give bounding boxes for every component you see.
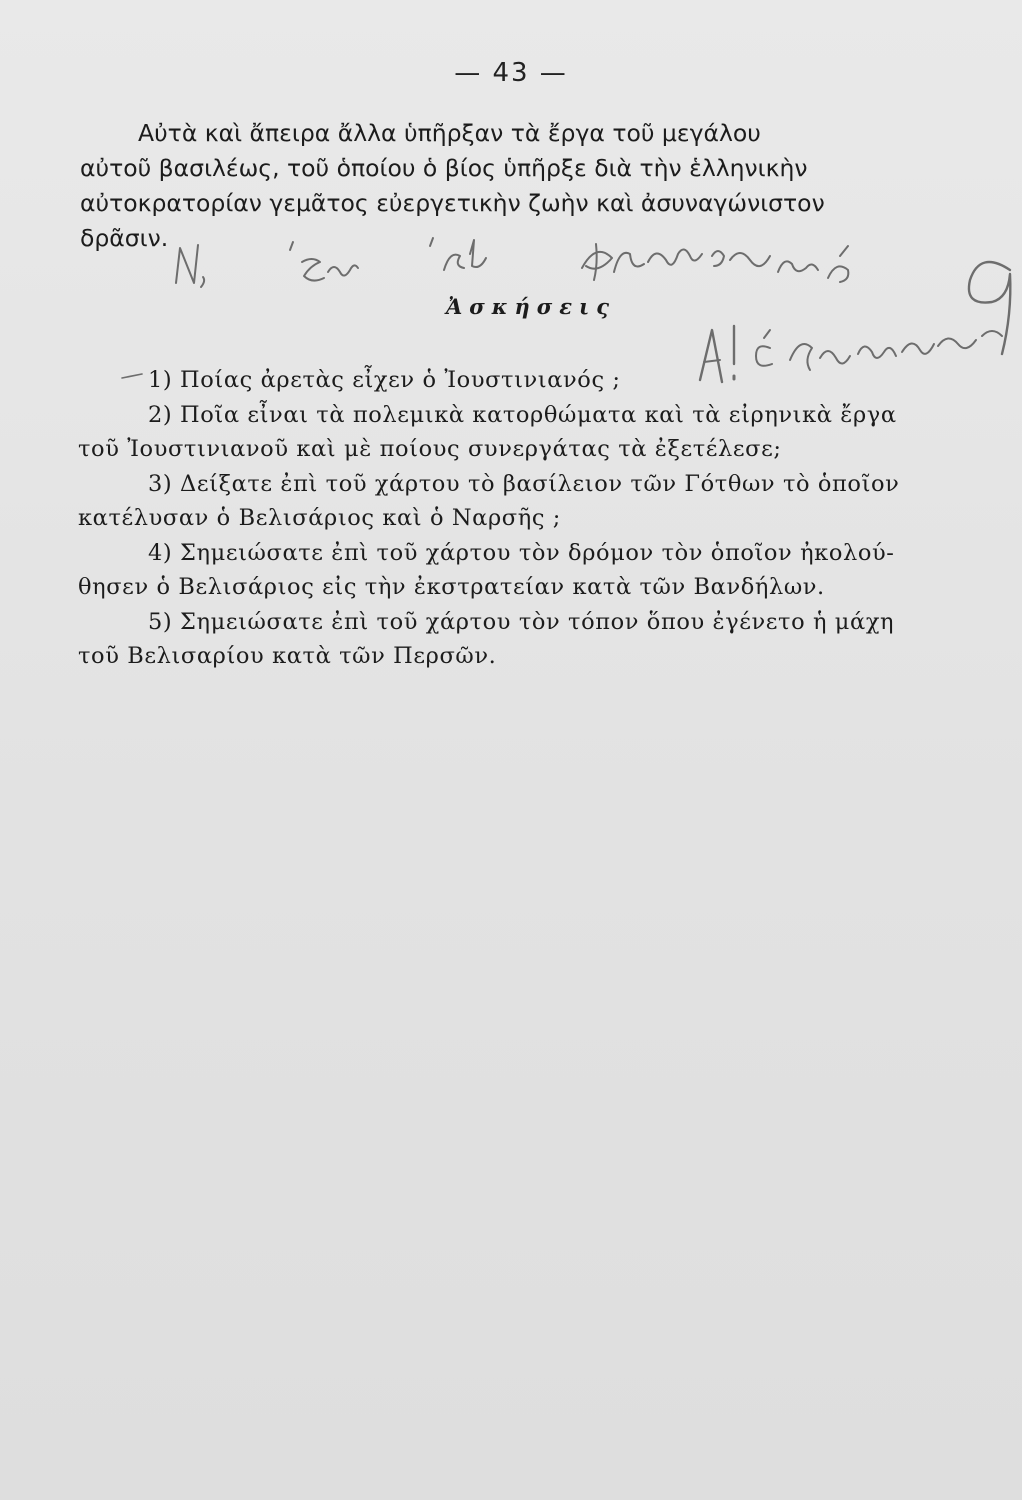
exercise-5-continued: τοῦ Βελισαρίου κατὰ τῶν Περσῶν. xyxy=(78,643,497,669)
exercise-4: 4) Σημειώσατε ἐπὶ τοῦ χάρτου τὸν δρόμον τὸν ὁποῖον ἠκολού- xyxy=(148,539,895,566)
exercises-list xyxy=(78,363,978,674)
exercises-heading: Ἀσκήσεις xyxy=(446,294,616,319)
intro-line-2: αὐτοῦ βασιλέως, τοῦ ὁποίου ὁ βίος ὑπῆρξε διὰ τὴν ἑλληνικὴν xyxy=(80,154,808,182)
page-number: — 43 — xyxy=(454,58,568,88)
exercise-4-continued: θησεν ὁ Βελισάριος εἰς τὴν ἐκστρατείαν κατὰ τῶν Βανδήλων. xyxy=(78,574,825,600)
intro-line-1: Αὐτὰ καὶ ἄπειρα ἄλλα ὑπῆρξαν τὰ ἔργα τοῦ μεγάλου xyxy=(138,119,761,147)
exercise-1: 1) Ποίας ἀρετὰς εἶχεν ὁ Ἰουστινιανός ; xyxy=(148,367,621,393)
exercise-2: 2) Ποῖα εἶναι τὰ πολεμικὰ κατορθώματα καὶ τὰ εἰρηνικὰ ἔργα xyxy=(148,401,897,428)
exercise-2-continued: τοῦ Ἰουστινιανοῦ καὶ μὲ ποίους συνεργάτας τὰ ἐξετέλεσε; xyxy=(78,436,782,462)
exercise-3-continued: κατέλυσαν ὁ Βελισάριος καὶ ὁ Ναρσῆς ; xyxy=(78,505,561,531)
intro-line-3: αὐτοκρατορίαν γεμᾶτος εὐεργετικὴν ζωὴν καὶ ἀσυναγώνιστον xyxy=(80,189,825,217)
exercise-5: 5) Σημειώσατε ἐπὶ τοῦ χάρτου τὸν τόπον ὅπου ἐγένετο ἡ μάχη xyxy=(148,608,895,635)
exercise-3: 3) Δείξατε ἐπὶ τοῦ χάρτου τὸ βασίλειον τῶν Γότθων τὸ ὁποῖον xyxy=(148,470,900,497)
intro-paragraph xyxy=(80,116,980,256)
intro-line-4: δρᾶσιν. xyxy=(80,224,169,252)
